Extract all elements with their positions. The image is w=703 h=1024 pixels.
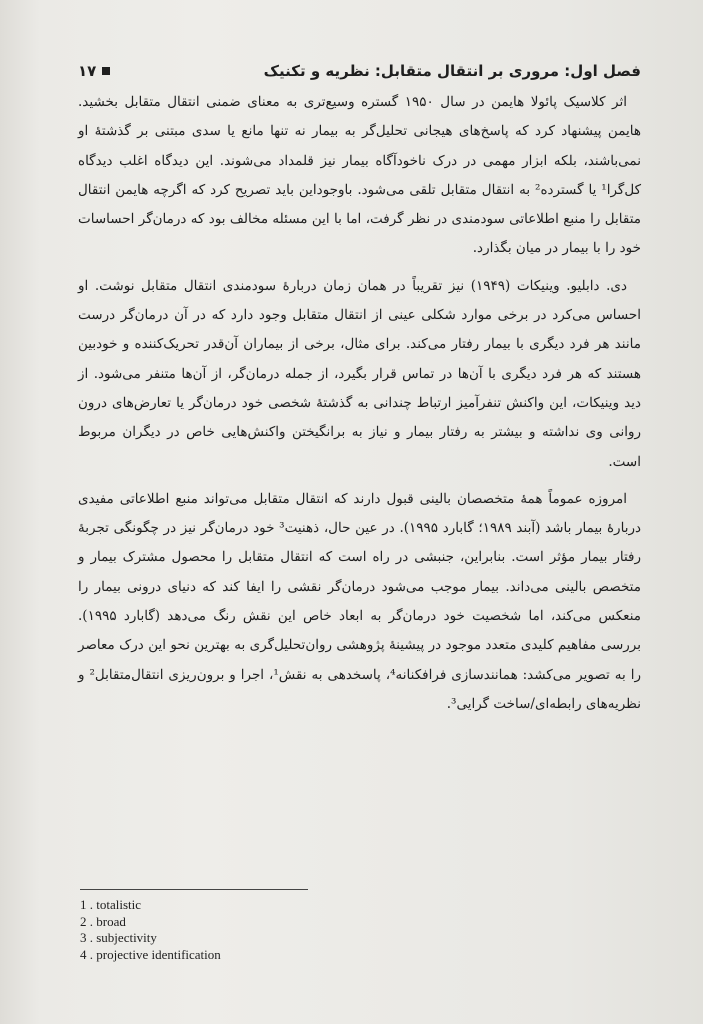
footnote: 3 . subjectivity [80, 930, 157, 945]
paragraph: دی. دابلیو. وینیکات (۱۹۴۹) نیز تقریباً در همان زمان دربارهٔ سودمندی انتقال متقابل نوشت. او احساس می‌کرد در برخی موارد شکلی عینی از انتقال متقابل وجود دارد که در آن درمان‌گر درست مانند هر فرد دیگری با بیمار رفتار می‌کند. برای مثال، برخی از بیماران آن‌قدر تحریک‌کننده و خودبین هستند که هر فرد دیگری با آن‌ها در تماس قرار بگیرد، از جمله درمان‌گر، از آن‌ها متنفر می‌شود. از دید وینیکات، این واکنش تنفرآمیز ارتباط چندانی به گذشتهٔ شخصی خود درمان‌گر یا تعارض‌های درون روانی وی نداشته و بیشتر به رفتار بیمار و نیاز به برانگیختن واکنش‌هایی خاص در دیگران مربوط است. [78, 277, 641, 470]
footnotes [80, 897, 221, 963]
page-number: ۱۷ [78, 62, 97, 80]
bullet-square-icon [102, 67, 110, 75]
footnote-divider [80, 889, 308, 890]
page-number-group [78, 62, 110, 80]
chapter-title: فصل اول: مروری بر انتقال متقابل: نظریه و تکنیک [263, 62, 641, 80]
running-header [78, 58, 641, 84]
body-text [78, 88, 641, 719]
footnote: 4 . projective identification [80, 946, 221, 962]
footnote: 1 . totalistic [80, 897, 142, 912]
footnote: 2 . broad [80, 913, 126, 929]
paragraph: اثر کلاسیک پائولا هایمن در سال ۱۹۵۰ گستره وسیع‌تری به معنای ضمنی انتقال متقابل بخشید. هایمن پیشنهاد کرد که پاسخ‌های هیجانی تحلیل‌گر به بیمار نه تنها مانع یا سدی مبتنی بر گذشتهٔ او نمی‌باشند، بلکه ابزار مهمی در درک ناخودآگاه بیمار نیز قلمداد می‌شوند. این دیدگاه اغلب دیدگاه کل‌گرا¹ یا گسترده² به انتقال متقابل تلقی می‌شود. باوجوداین باید تصریح کرد که اگرچه هایمن انتقال متقابل را منبع اطلاعاتی سودمندی در نظر گرفت، اما با این مسئله مخالف بود که درمان‌گر احساسات خود را با بیمار در میان بگذارد. [78, 94, 641, 257]
paragraph: امروزه عموماً همهٔ متخصصان بالینی قبول دارند که انتقال متقابل می‌تواند منبع اطلاعاتی مفیدی دربارهٔ بیمار باشد (آبند ۱۹۸۹؛ گابارد ۱۹۹۵). در عین حال، ذهنیت³ خود درمان‌گر نیز در چگونگی تجربهٔ رفتار بیمار مؤثر است. بنابراین، جنبشی در راه است که انتقال متقابل را محصول مشترک بیمار و متخصص بالینی می‌داند. بیمار موجب می‌شود درمان‌گر نقشی را ایفا کند که دنیای درونی بیمار را منعکس می‌کند، اما شخصیت خود درمان‌گر به ابعاد خاص این نقش رنگ می‌دهد (گابارد ۱۹۹۵). بررسی مفاهیم کلیدی متعدد موجود در پیشینهٔ پژوهشی روان‌تحلیل‌گری به بهترین نحو این درک معاصر را به تصویر می‌کشد: همانندسازی فرافکنانه⁴، پاسخدهی به نقش¹، اجرا و برون‌ریزی انتقال‌متقابل² و نظریه‌های رابطه‌ای/ساخت گرایی³. [78, 490, 641, 712]
